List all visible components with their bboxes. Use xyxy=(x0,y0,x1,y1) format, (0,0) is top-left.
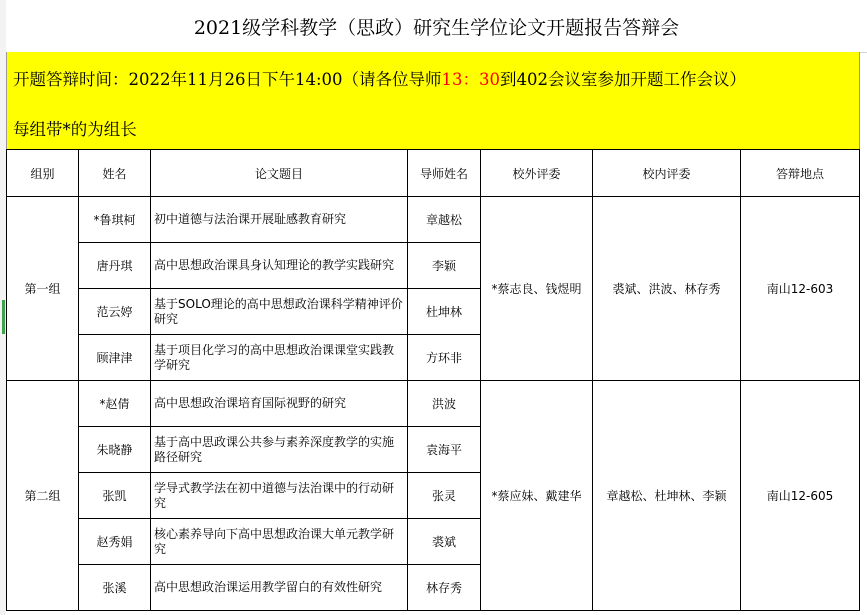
student-cell[interactable]: 张凯 xyxy=(79,473,151,519)
header-row xyxy=(7,150,860,197)
schedule-table xyxy=(6,149,860,611)
advisor-cell[interactable]: 杜坤林 xyxy=(408,289,481,335)
header-internal-judges[interactable]: 校内评委 xyxy=(593,150,741,197)
topic-cell[interactable]: 基于项目化学习的高中思想政治课课堂实践教学研究 xyxy=(151,335,408,381)
group-name-cell[interactable]: 第一组 xyxy=(7,197,79,381)
topic-cell[interactable]: 高中思想政治课运用教学留白的有效性研究 xyxy=(151,565,408,611)
advisor-cell[interactable]: 袁海平 xyxy=(408,427,481,473)
header-topic[interactable]: 论文题目 xyxy=(151,150,408,197)
topic-cell[interactable]: 高中思想政治课具身认知理论的教学实践研究 xyxy=(151,243,408,289)
topic-cell[interactable]: 基于SOLO理论的高中思想政治课科学精神评价研究 xyxy=(151,289,408,335)
title-cell[interactable] xyxy=(6,0,867,53)
notice-time-line xyxy=(13,66,746,90)
location-cell[interactable]: 南山12-603 xyxy=(741,197,860,381)
advisor-cell[interactable]: 李颖 xyxy=(408,243,481,289)
location-cell[interactable]: 南山12-605 xyxy=(741,381,860,611)
header-external-judges[interactable]: 校外评委 xyxy=(481,150,593,197)
student-cell[interactable]: 顾津津 xyxy=(79,335,151,381)
external-judges-cell[interactable]: *蔡志良、钱煜明 xyxy=(481,197,593,381)
student-cell[interactable]: 范云婷 xyxy=(79,289,151,335)
notice-leader-line: 每组带*的为组长 xyxy=(13,120,137,139)
notice-time-suffix: 到402会议室参加开题工作会议） xyxy=(500,70,747,89)
table-row xyxy=(7,197,860,243)
topic-cell[interactable]: 基于高中思政课公共参与素养深度教学的实施路径研究 xyxy=(151,427,408,473)
table-row xyxy=(7,381,860,427)
advisor-cell[interactable]: 方环非 xyxy=(408,335,481,381)
topic-cell[interactable]: 高中思想政治课培育国际视野的研究 xyxy=(151,381,408,427)
page-title: 2021级学科教学（思政）研究生学位论文开题报告答辩会 xyxy=(193,16,680,39)
internal-judges-cell[interactable]: 章越松、杜坤林、李颖 xyxy=(593,381,741,611)
header-advisor[interactable]: 导师姓名 xyxy=(408,150,481,197)
student-cell[interactable]: *鲁琪柯 xyxy=(79,197,151,243)
advisor-cell[interactable]: 洪波 xyxy=(408,381,481,427)
advisor-cell[interactable]: 裘斌 xyxy=(408,519,481,565)
advisor-cell[interactable]: 章越松 xyxy=(408,197,481,243)
external-judges-cell[interactable]: *蔡应妹、戴建华 xyxy=(481,381,593,611)
group-name-cell[interactable]: 第二组 xyxy=(7,381,79,611)
header-location[interactable]: 答辩地点 xyxy=(741,150,860,197)
notice-time-highlight: 13：30 xyxy=(441,70,501,89)
topic-cell[interactable]: 核心素养导向下高中思想政治课大单元教学研究 xyxy=(151,519,408,565)
topic-cell[interactable]: 学导式教学法在初中道德与法治课中的行动研究 xyxy=(151,473,408,519)
header-student[interactable]: 姓名 xyxy=(79,150,151,197)
selection-marker xyxy=(2,300,5,334)
advisor-cell[interactable]: 林存秀 xyxy=(408,565,481,611)
internal-judges-cell[interactable]: 裘斌、洪波、林存秀 xyxy=(593,197,741,381)
student-cell[interactable]: 朱晓静 xyxy=(79,427,151,473)
student-cell[interactable]: 唐丹琪 xyxy=(79,243,151,289)
advisor-cell[interactable]: 张灵 xyxy=(408,473,481,519)
header-group[interactable]: 组别 xyxy=(7,150,79,197)
student-cell[interactable]: 张溪 xyxy=(79,565,151,611)
student-cell[interactable]: 赵秀娟 xyxy=(79,519,151,565)
notice-cell[interactable] xyxy=(6,52,860,149)
student-cell[interactable]: *赵倩 xyxy=(79,381,151,427)
topic-cell[interactable]: 初中道德与法治课开展耻感教育研究 xyxy=(151,197,408,243)
notice-time-prefix: 开题答辩时间：2022年11月26日下午14:00（请各位导师 xyxy=(13,70,442,89)
